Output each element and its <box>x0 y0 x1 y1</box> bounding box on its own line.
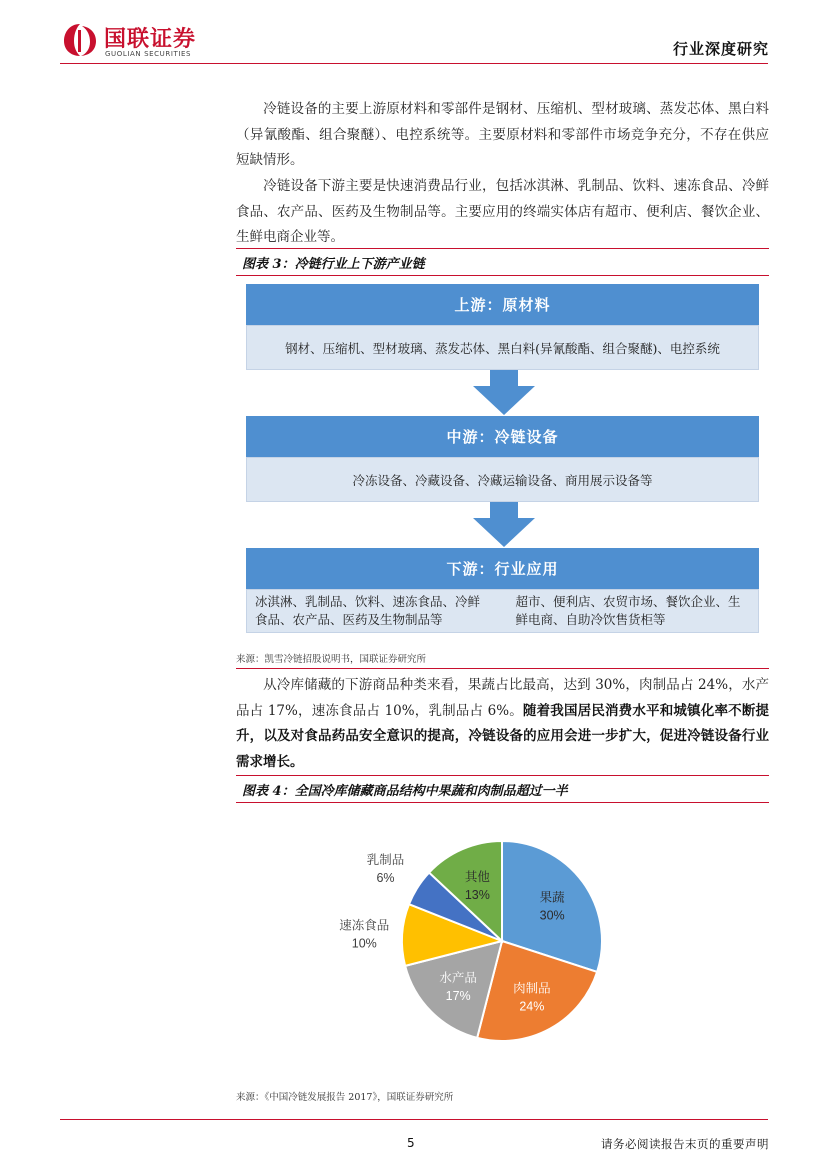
downstream-body <box>246 589 759 633</box>
paragraph-downstream-text: 冷链设备下游主要是快速消费品行业，包括冰淇淋、乳制品、饮料、速冻食品、冷鲜食品、农产品、医药及生物制品等。主要应用的终端实体店有超市、便利店、餐饮企业、生鲜电商企业等。 <box>236 178 769 245</box>
footer-divider <box>60 1119 768 1120</box>
logo-icon <box>62 22 98 58</box>
pie-chart <box>236 805 769 1075</box>
pie-value-label: 24% <box>519 999 545 1014</box>
pie-category-label: 速冻食品 <box>339 917 390 933</box>
paragraph-storage-emphasis: 随着我国居民消费水平和城镇化率不断提升，以及对食品药品安全意识的提高，冷链设备的应用会进一步扩大，促进冷链设备行业需求增长。 <box>236 702 769 770</box>
upstream-header: 上游：原材料 <box>246 284 759 325</box>
midstream-body: 冷冻设备、冷藏设备、冷藏运输设备、商用展示设备等 <box>246 457 759 502</box>
pie-category-label: 乳制品 <box>366 852 405 868</box>
figure4-source: 来源：《中国冷链发展报告 2017》，国联证券研究所 <box>236 1092 454 1103</box>
down-arrow-icon <box>473 370 535 415</box>
pie-value-label: 30% <box>539 908 565 923</box>
figure3-title-bar <box>236 248 769 276</box>
paragraph-storage-structure <box>236 673 769 775</box>
downstream-header: 下游：行业应用 <box>246 548 759 589</box>
midstream-header: 中游：冷链设备 <box>246 416 759 457</box>
pie-category-label: 肉制品 <box>513 980 551 996</box>
pie-category-label: 果蔬 <box>539 889 565 905</box>
down-arrow-icon <box>473 502 535 547</box>
figure3-source: 来源：凯雪冷链招股说明书，国联证券研究所 <box>236 654 427 665</box>
disclaimer-note: 请务必阅读报告末页的重要声明 <box>601 1137 769 1151</box>
pie-value-label: 13% <box>464 888 490 903</box>
report-type-title: 行业深度研究 <box>672 40 769 58</box>
logo-text: 国联证券 <box>104 27 197 52</box>
paragraph-downstream <box>236 174 769 251</box>
downstream-channels: 超市、便利店、农贸市场、餐饮企业、生鲜电商、自助冷饮售货柜等 <box>515 594 741 627</box>
logo-subtext: GUOLIAN SECURITIES <box>105 50 192 58</box>
paragraph-upstream <box>236 97 769 174</box>
figure3-source-divider <box>236 668 769 669</box>
pie-category-label: 水产品 <box>439 969 477 985</box>
header-divider <box>60 63 768 64</box>
pie-value-label: 10% <box>351 936 377 951</box>
paragraph-upstream-text: 冷链设备的主要上游原材料和零部件是钢材、压缩机、型材玻璃、蒸发芯体、黑白料（异氰酸酯、组合聚醚）、电控系统等。主要原材料和零部件市场竞争充分，不存在供应短缺情形。 <box>236 101 769 168</box>
pie-value-label: 17% <box>445 988 471 1003</box>
figure4-title: 图表 4：全国冷库储藏商品结构中果蔬和肉制品超过一半 <box>242 784 568 799</box>
pie-value-label: 6% <box>376 871 395 886</box>
paragraph-storage-text: 从冷库储藏的下游商品种类来看，果蔬占比最高，达到 30%，肉制品占 24%，水产品占 17%，速冻食品占 10%，乳制品占 6%。 <box>236 677 769 719</box>
upstream-body: 钢材、压缩机、型材玻璃、蒸发芯体、黑白料(异氰酸酯、组合聚醚)、电控系统 <box>246 325 759 370</box>
figure3-title: 图表 3：冷链行业上下游产业链 <box>242 257 425 272</box>
figure4-title-bar <box>236 775 769 803</box>
pie-category-label: 其他 <box>464 869 490 885</box>
page-number: 5 <box>407 1136 415 1150</box>
downstream-products: 冰淇淋、乳制品、饮料、速冻食品、冷鲜食品、农产品、医药及生物制品等 <box>255 594 481 627</box>
